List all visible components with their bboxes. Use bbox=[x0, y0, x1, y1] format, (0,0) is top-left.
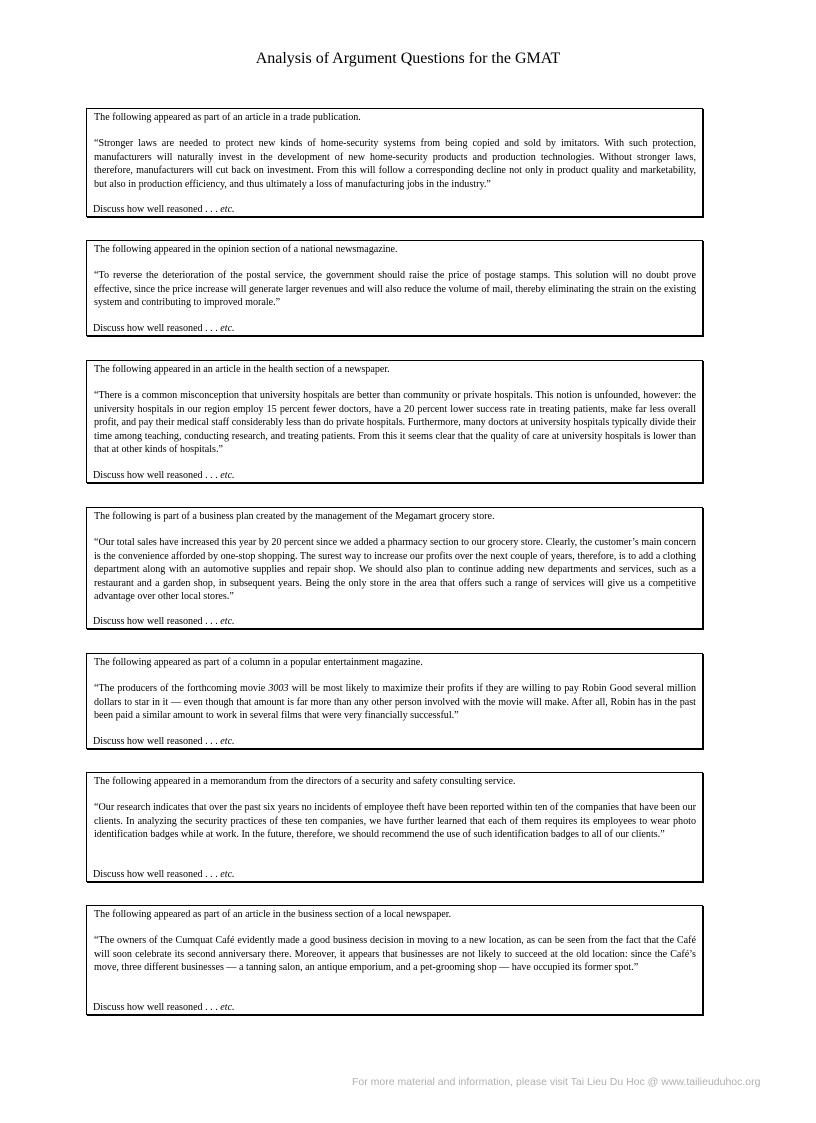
discuss-prompt bbox=[93, 735, 235, 748]
question-box-6 bbox=[86, 772, 703, 882]
discuss-text: Discuss how well reasoned . . . bbox=[93, 868, 221, 880]
movie-title: 3003 bbox=[268, 683, 289, 695]
argument-text: “The producers of the forthcoming movie bbox=[94, 683, 269, 695]
question-box-2 bbox=[86, 240, 703, 336]
argument-text: will be most likely to maximize their profits if they are willing to pay Robin Good several million dollars to star in it — even though that amount is far more than any other person involved with the movie will make. After all, Robin has in the past been paid a similar amount to work in several films that were very financially successful.” bbox=[94, 683, 696, 722]
discuss-text: Discuss how well reasoned . . . bbox=[93, 615, 221, 627]
discuss-prompt bbox=[93, 322, 235, 335]
question-box-3 bbox=[86, 360, 703, 483]
discuss-etc: etc. bbox=[220, 322, 235, 334]
discuss-etc: etc. bbox=[220, 469, 235, 481]
question-argument bbox=[94, 682, 696, 722]
discuss-prompt bbox=[93, 1001, 235, 1014]
page-title: Analysis of Argument Questions for the GMAT bbox=[255, 50, 561, 67]
question-box-5 bbox=[86, 653, 703, 749]
discuss-text: Discuss how well reasoned . . . bbox=[93, 735, 221, 747]
discuss-etc: etc. bbox=[220, 615, 235, 627]
question-intro: The following appeared as part of an article in a trade publication. bbox=[94, 112, 361, 123]
question-box-7 bbox=[86, 905, 703, 1015]
discuss-etc: etc. bbox=[220, 868, 235, 880]
question-argument: “The owners of the Cumquat Café evidently made a good business decision in moving to a new location, as can be seen from the fact that the Café will soon celebrate its second anniversary there. Moreover, it appears that businesses are not likely to succeed at the old location: since the Café’s move, three different businesses — a tanning salon, an antique emporium, and a pet-grooming shop — have occupied its former spot.” bbox=[94, 935, 696, 974]
discuss-prompt bbox=[93, 868, 235, 881]
discuss-text: Discuss how well reasoned . . . bbox=[93, 322, 221, 334]
question-argument: “To reverse the deterioration of the postal service, the government should raise the price of postage stamps. This solution will no doubt prove effective, since the price increase will generate larger revenues and will also reduce the volume of mail, thereby eliminating the strain on the existing system and contributing to improved morale.” bbox=[94, 270, 696, 309]
question-intro: The following appeared in a memorandum from the directors of a security and safety consulting service. bbox=[94, 776, 516, 787]
question-intro: The following appeared in an article in the health section of a newspaper. bbox=[94, 364, 390, 375]
discuss-prompt bbox=[93, 203, 235, 216]
discuss-etc: etc. bbox=[220, 735, 235, 747]
question-argument: “Our research indicates that over the past six years no incidents of employee theft have been reported within ten of the companies that have been our clients. In analyzing the security practices of these ten companies, we have further learned that each of them requires its employees to wear photo identification badges while at work. In the future, therefore, we should recommend the use of such identification badges to all of our clients.” bbox=[94, 802, 696, 841]
question-intro: The following appeared as part of an article in the business section of a local newspaper. bbox=[94, 909, 452, 920]
discuss-text: Discuss how well reasoned . . . bbox=[93, 203, 221, 215]
discuss-text: Discuss how well reasoned . . . bbox=[93, 469, 221, 481]
discuss-etc: etc. bbox=[220, 203, 235, 215]
question-intro: The following is part of a business plan created by the management of the Megamart grocery store. bbox=[94, 511, 495, 522]
question-argument: “Stronger laws are needed to protect new kinds of home-security systems from being copied and sold by imitators. With such protection, manufacturers will naturally invest in the development of new home-security products and production technologies. Without stronger laws, therefore, manufacturers will cut back on investment. From this will follow a corresponding decline not only in product quality and marketability, but also in production efficiency, and thus ultimately a loss of manufacturing jobs in the industry.” bbox=[94, 138, 696, 190]
discuss-etc: etc. bbox=[220, 1001, 235, 1013]
question-argument: “There is a common misconception that university hospitals are better than community or private hospitals. This notion is unfounded, however: the university hospitals in our region employ 15 percent fewer doctors, have a 20 percent lower success rate in treating patients, make far less overall profit, and pay their medical staff considerably less than do private hospitals. Furthermore, many doctors at university hospitals typically divide their time among teaching, conducting research, and treating patients. From this it seems clear that the quality of care at university hospitals is lower than that at other kinds of hospitals.” bbox=[94, 390, 696, 456]
discuss-prompt bbox=[93, 615, 235, 628]
question-box-1 bbox=[86, 108, 703, 217]
discuss-prompt bbox=[93, 469, 235, 482]
question-box-4 bbox=[86, 507, 703, 629]
question-intro: The following appeared in the opinion section of a national newsmagazine. bbox=[94, 244, 398, 255]
discuss-text: Discuss how well reasoned . . . bbox=[93, 1001, 221, 1013]
footer-watermark: For more material and information, please visit Tai Lieu Du Hoc @ www.tailieuduhoc.org bbox=[352, 1076, 761, 1088]
question-argument: “Our total sales have increased this year by 20 percent since we added a pharmacy section to our grocery store. Clearly, the customer’s main concern is the convenience afforded by one-stop shopping. The surest way to increase our profits over the next couple of years, therefore, is to add a clothing department along with an automotive supplies and repair shop. We should also plan to continue adding new departments and services, such as a restaurant and a garden shop, in subsequent years. Being the only store in the area that offers such a range of services will give us a competitive advantage over other local stores.” bbox=[94, 537, 696, 603]
question-intro: The following appeared as part of a column in a popular entertainment magazine. bbox=[94, 657, 423, 668]
